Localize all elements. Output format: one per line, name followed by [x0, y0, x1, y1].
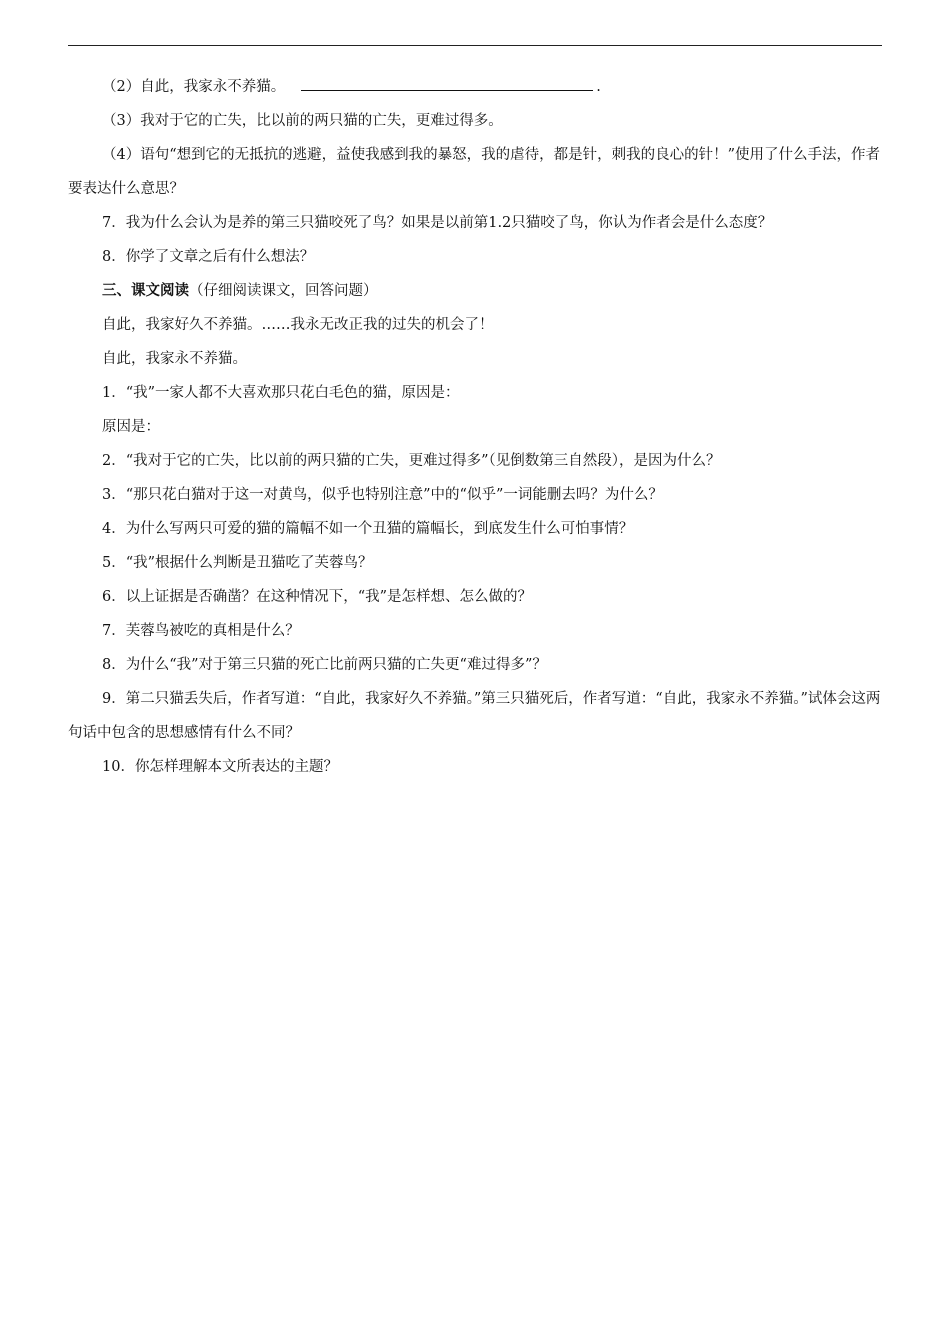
question-2-end: .	[596, 79, 601, 95]
reading-question-6: 6．以上证据是否确凿？在这种情况下，“我”是怎样想、怎么做的？	[102, 589, 533, 605]
reading-question-10: 10．你怎样理解本文所表达的主题？	[102, 759, 338, 775]
section-heading	[68, 280, 882, 302]
reading-question-1b: 原因是：	[102, 419, 160, 435]
document-body	[68, 76, 882, 790]
reading-question-8: 8．为什么“我”对于第三只猫的死亡比前两只猫的亡失更“难过得多”？	[102, 657, 547, 673]
passage-line-2: 自此，我家永不养猫。	[102, 351, 247, 367]
question-7a: 7．我为什么会认为是养的第三只猫咬死了鸟？如果是以前第1.2只猫咬了鸟，你认为作者会是什么态度？	[102, 215, 773, 231]
question-3: （3）我对于它的亡失，比以前的两只猫的亡失，更难过得多。	[102, 113, 503, 129]
question-2-text: （2）自此，我家永不养猫。	[102, 79, 286, 95]
reading-question-4: 4．为什么写两只可爱的猫的篇幅不如一个丑猫的篇幅长，到底发生什么可怕事情？	[102, 521, 634, 537]
reading-question-1: 1．“我”一家人都不大喜欢那只花白毛色的猫，原因是：	[102, 385, 460, 401]
reading-question-5: 5．“我”根据什么判断是丑猫吃了芙蓉鸟？	[102, 555, 373, 571]
reading-question-3: 3．“那只花白猫对于这一对黄鸟，似乎也特别注意”中的“似乎”一词能删去吗？为什么？	[102, 487, 663, 503]
reading-question-7: 7．芙蓉鸟被吃的真相是什么？	[102, 623, 300, 639]
reading-question-2: 2．“我对于它的亡失，比以前的两只猫的亡失，更难过得多”（见倒数第三自然段），是因为什么？	[102, 453, 721, 469]
answer-blank[interactable]	[301, 76, 593, 91]
question-4: （4）语句“想到它的无抵抗的逃避，益使我感到我的暴怒，我的虐待，都是针，刺我的良心的针！”使用了什么手法，作者要表达什么意思？	[68, 147, 881, 197]
section-note: （仔细阅读课文，回答问题）	[189, 283, 378, 299]
question-8a: 8．你学了文章之后有什么想法？	[102, 249, 315, 265]
question-2-line	[68, 76, 882, 98]
reading-question-9: 9．第二只猫丢失后，作者写道：“自此，我家好久不养猫。”第三只猫死后，作者写道：“自此，我家永不养猫。”试体会这两句话中包含的思想感情有什么不同？	[68, 691, 881, 741]
passage-line-1: 自此，我家好久不养猫。……我永无改正我的过失的机会了！	[102, 317, 494, 333]
header-rule	[68, 45, 882, 46]
section-title: 三、课文阅读	[102, 282, 189, 299]
